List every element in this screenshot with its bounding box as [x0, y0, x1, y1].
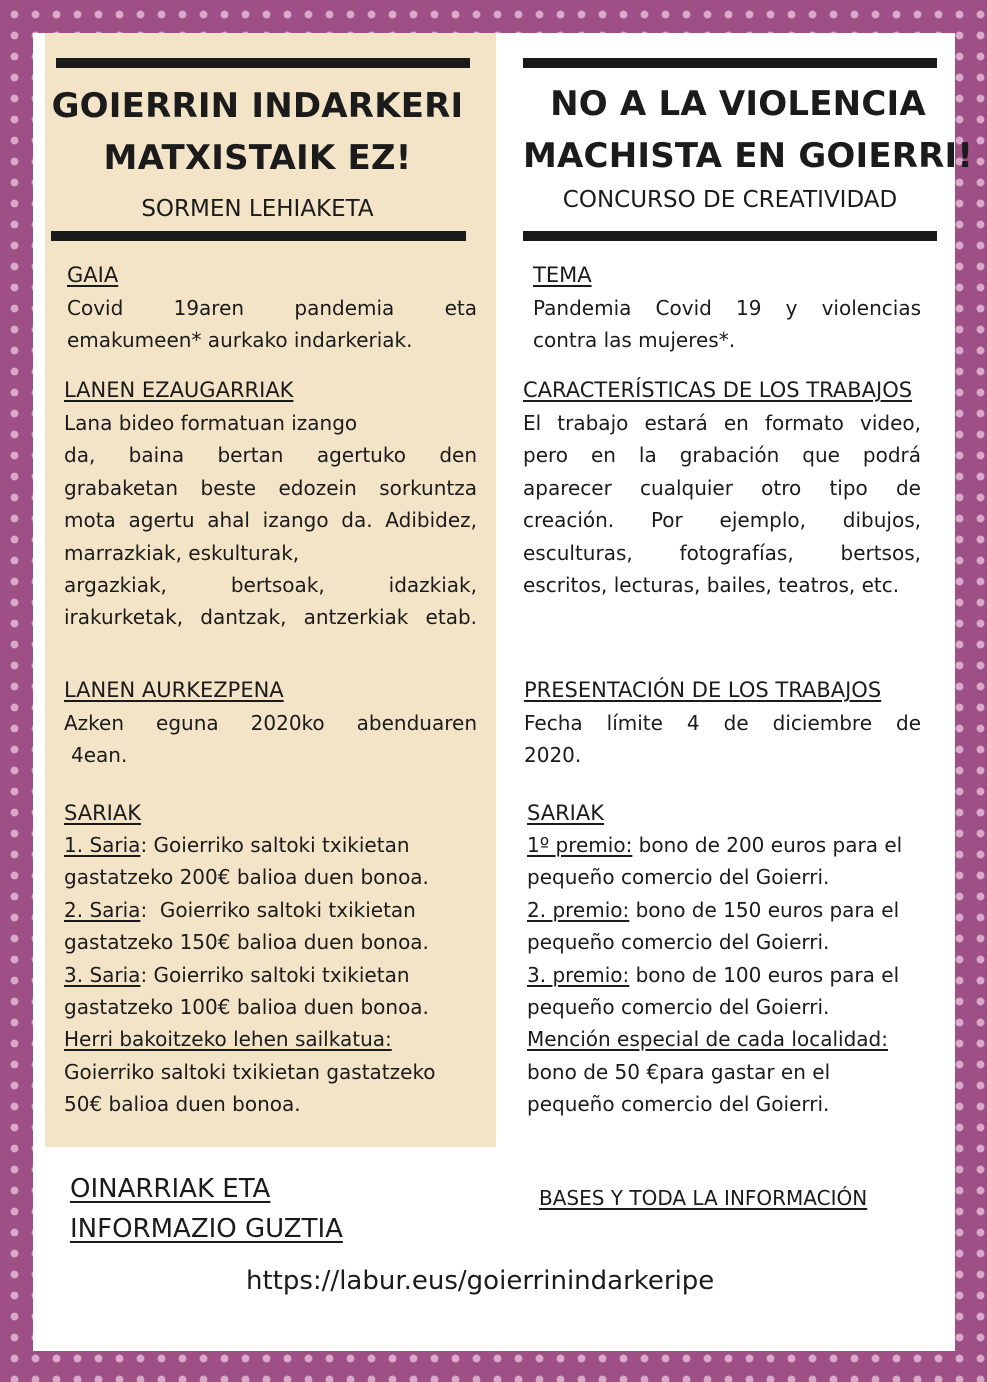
prize-3-spanish-label: 3. premio: — [527, 962, 630, 987]
special-prize-spanish-label — [527, 1023, 937, 1055]
prize-2-basque-label: 2. Saria — [64, 897, 141, 922]
prize-2-basque — [64, 894, 484, 926]
aurkezpena-line-1: Azken eguna 2020ko abenduaren — [64, 711, 477, 735]
subtitle-basque: SORMEN LEHIAKETA — [141, 196, 374, 222]
title-spanish-line-1: NO A LA VIOLENCIA — [550, 84, 926, 124]
special-prize-basque-label-text: Herri bakoitzeko lehen sailkatua: — [64, 1027, 392, 1052]
prize-3-basque-text: : Goierriko saltoki txikietan — [140, 962, 410, 987]
prize-2-spanish-label: 2. premio: — [527, 897, 630, 922]
top-rule-left — [56, 58, 470, 68]
title-spanish-line-2: MACHISTA EN GOIERRI! — [523, 136, 974, 176]
prize-1-spanish-line-2: pequeño comercio del Goierri. — [527, 865, 830, 890]
prize-2-basque-line-2: gastatzeko 150€ balioa duen bonoa. — [64, 930, 429, 955]
caracteristicas-text — [523, 407, 921, 601]
heading-gaia: GAIA — [67, 263, 119, 287]
tema-line-1: Pandemia Covid 19 y violencias — [533, 296, 921, 320]
heading-lanen-ezaugarriak: LANEN EZAUGARRIAK — [64, 378, 294, 402]
footer-basque-line-1: OINARRIAK ETA — [70, 1174, 271, 1204]
prize-1-spanish-text: bono de 200 euros para el — [632, 833, 903, 857]
bottom-rule-right — [523, 231, 937, 241]
caracteristicas-line-2: pero en la grabación que podrá — [523, 443, 921, 468]
prize-2-spanish-text: bono de 150 euros para el — [629, 897, 900, 922]
ezaugarriak-text — [64, 407, 477, 634]
special-prize-basque-line-2: 50€ balioa duen bonoa. — [64, 1092, 301, 1117]
aurkezpena-line-2: 4ean. — [71, 743, 128, 768]
ezaugarriak-line-4: mota agertu ahal izango da. Adibidez, — [64, 508, 477, 533]
caracteristicas-line-1: El trabajo estará en formato video, — [523, 411, 921, 435]
prize-3-spanish — [527, 959, 937, 991]
prize-3-spanish-text: bono de 100 euros para el — [629, 962, 900, 987]
presentacion-line-2: 2020. — [524, 743, 582, 768]
gaia-text — [67, 292, 477, 357]
footer-spanish-info: BASES Y TODA LA INFORMACIÓN — [539, 1186, 868, 1210]
prize-1-basque — [64, 829, 484, 861]
caracteristicas-line-4: creación. Por ejemplo, dibujos, — [523, 508, 921, 533]
info-url-link[interactable]: https://labur.eus/goierrinindarkeripe — [246, 1266, 715, 1296]
ezaugarriak-line-5: marrazkiak, eskulturak, — [64, 540, 300, 565]
footer-basque-line-2: INFORMAZIO GUZTIA — [70, 1214, 343, 1244]
prize-1-basque-line-2: gastatzeko 200€ balioa duen bonoa. — [64, 865, 429, 890]
prize-3-basque-line-2: gastatzeko 100€ balioa duen bonoa. — [64, 994, 429, 1019]
gaia-line-1: Covid 19aren pandemia eta — [67, 296, 477, 320]
heading-tema: TEMA — [533, 263, 592, 287]
gaia-line-2: emakumeen* aurkako indarkeriak. — [67, 328, 413, 353]
prize-1-basque-label: 1. Saria — [64, 833, 141, 857]
title-spanish — [523, 78, 974, 182]
prize-2-basque-text: : Goierriko saltoki txikietan — [140, 897, 416, 922]
title-basque — [45, 80, 470, 184]
tema-line-2: contra las mujeres*. — [533, 328, 736, 353]
prize-3-basque-label: 3. Saria — [64, 962, 141, 987]
special-prize-spanish-line-2: pequeño comercio del Goierri. — [527, 1092, 830, 1117]
caracteristicas-line-5: esculturas, fotografías, bertsos, — [523, 540, 921, 565]
prize-3-spanish-line-2: pequeño comercio del Goierri. — [527, 994, 830, 1019]
bottom-rule-left — [51, 231, 466, 241]
prize-1-basque-text: : Goierriko saltoki txikietan — [140, 833, 410, 857]
ezaugarriak-line-6: argazkiak, bertsoak, idazkiak, — [64, 572, 477, 597]
caracteristicas-line-6: escritos, lecturas, bailes, teatros, etc. — [523, 572, 900, 597]
special-prize-basque-label — [64, 1023, 484, 1055]
special-prize-basque-line-1: Goierriko saltoki txikietan gastatzeko — [64, 1059, 436, 1084]
subtitle-spanish: CONCURSO DE CREATIVIDAD — [562, 187, 898, 213]
ezaugarriak-line-2: da, baina bertan agertuko den — [64, 443, 477, 468]
prize-1-spanish-label: 1º premio: — [527, 833, 633, 857]
tema-text — [533, 292, 921, 357]
footer-basque-info — [70, 1169, 343, 1249]
ezaugarriak-line-3: grabaketan beste edozein sorkuntza — [64, 475, 477, 500]
presentacion-text — [524, 707, 921, 772]
heading-caracteristicas: CARACTERÍSTICAS DE LOS TRABAJOS — [523, 378, 913, 402]
ezaugarriak-line-7: irakurketak, dantzak, antzerkiak etab. — [64, 605, 477, 630]
prize-2-spanish-line-2: pequeño comercio del Goierri. — [527, 930, 830, 955]
title-basque-line-2: MATXISTAIK EZ! — [103, 138, 412, 178]
heading-sariak-spanish: SARIAK — [527, 801, 605, 825]
heading-sariak-basque: SARIAK — [64, 801, 142, 825]
title-basque-line-1: GOIERRIN INDARKERI — [51, 86, 464, 126]
special-prize-spanish-line-1: bono de 50 €para gastar en el — [527, 1059, 831, 1084]
top-rule-right — [523, 58, 937, 68]
aurkezpena-text — [64, 707, 477, 772]
sariak-basque-text — [64, 829, 484, 1121]
presentacion-line-1: Fecha límite 4 de diciembre de — [524, 711, 921, 735]
heading-lanen-aurkezpena: LANEN AURKEZPENA — [64, 678, 284, 702]
ezaugarriak-line-1: Lana bideo formatuan izango — [64, 411, 358, 435]
prize-1-spanish — [527, 829, 937, 861]
caracteristicas-line-3: aparecer cualquier otro tipo de — [523, 475, 921, 500]
prize-3-basque — [64, 959, 484, 991]
heading-presentacion: PRESENTACIÓN DE LOS TRABAJOS — [524, 678, 882, 702]
special-prize-spanish-label-text: Mención especial de cada localidad: — [527, 1027, 888, 1052]
sariak-spanish-text — [527, 829, 937, 1121]
prize-2-spanish — [527, 894, 937, 926]
